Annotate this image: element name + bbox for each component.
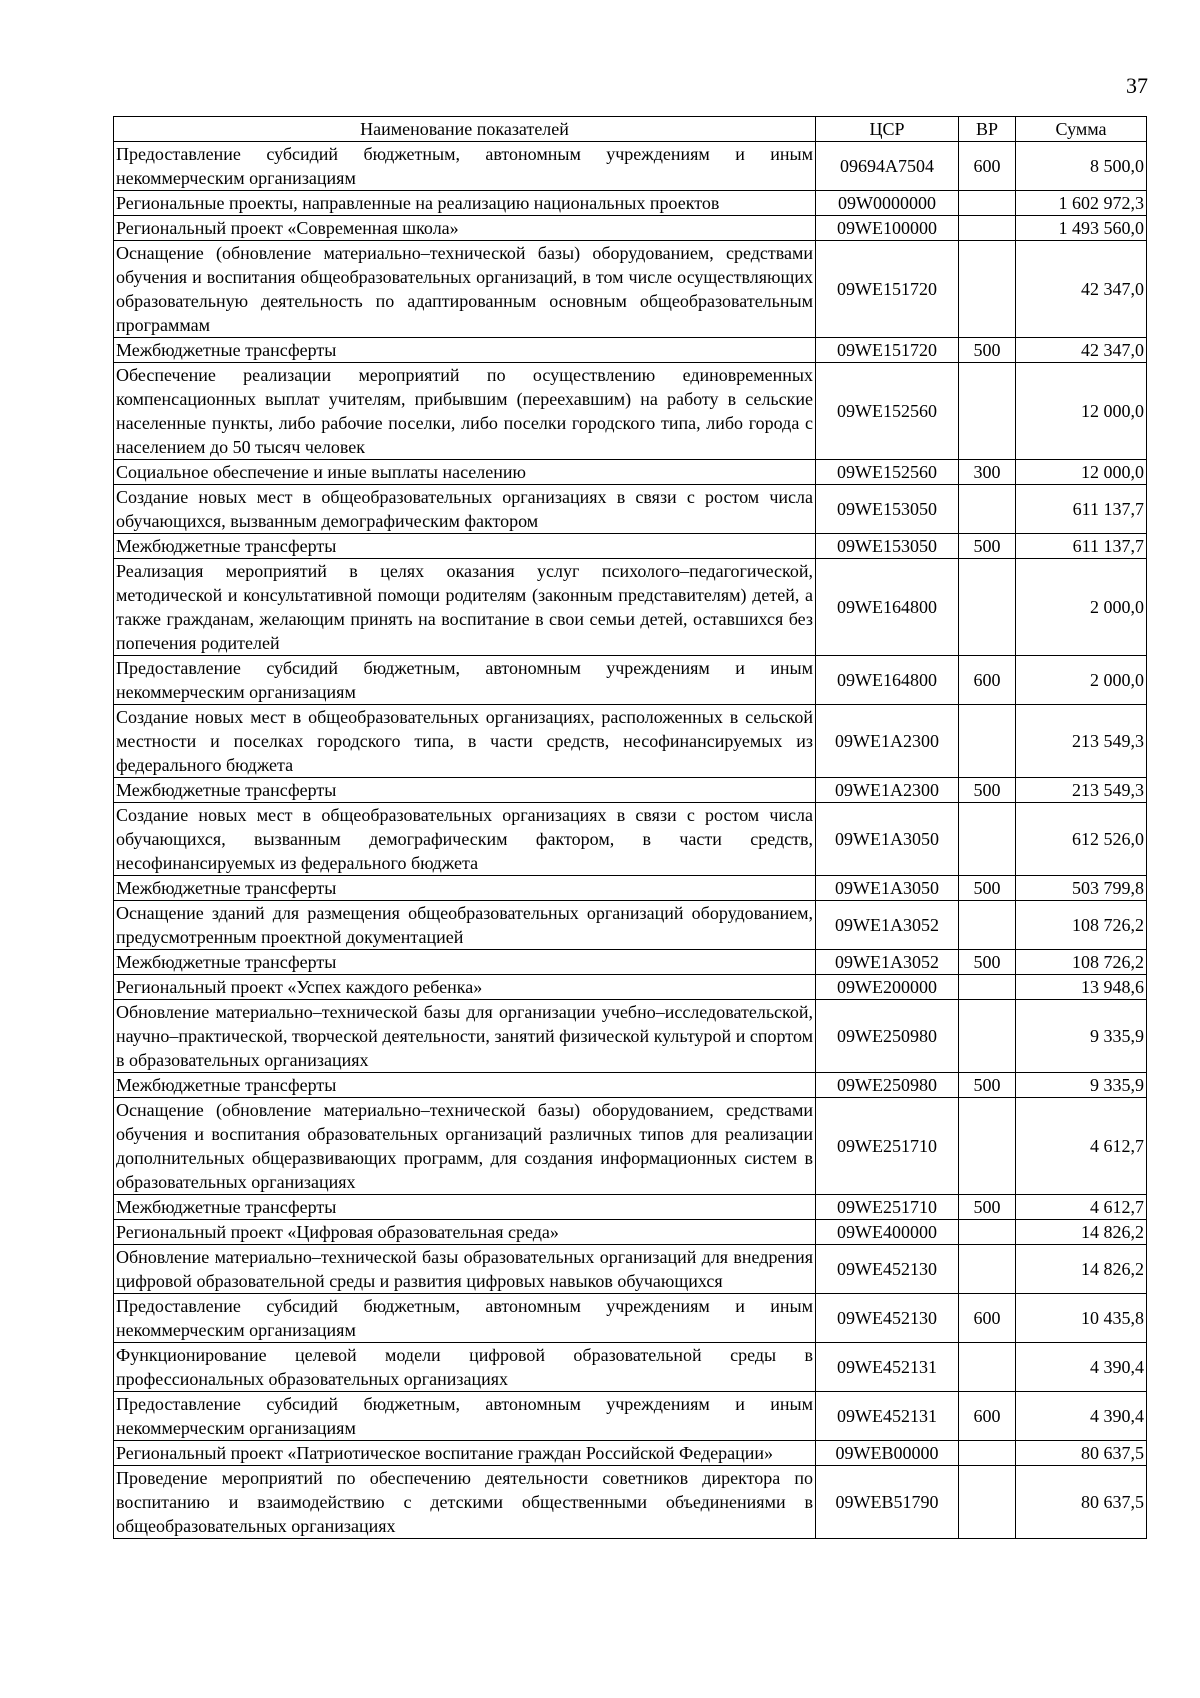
cell-code: 09WЕ152560 [816, 460, 959, 485]
table-row [114, 534, 1147, 559]
cell-vr: 500 [959, 778, 1016, 803]
cell-vr: 500 [959, 950, 1016, 975]
table-row [114, 950, 1147, 975]
cell-code: 09WЕ1А3050 [816, 803, 959, 876]
cell-vr: 600 [959, 1392, 1016, 1441]
cell-sum: 4 612,7 [1016, 1098, 1147, 1195]
cell-name: Функционирование целевой модели цифровой образовательной среды в профессиональных образовательных организациях [114, 1343, 816, 1392]
cell-name: Предоставление субсидий бюджетным, автономным учреждениям и иным некоммерческим организациям [114, 1294, 816, 1343]
cell-vr [959, 191, 1016, 216]
cell-sum: 1 602 972,3 [1016, 191, 1147, 216]
cell-code: 09WЕ200000 [816, 975, 959, 1000]
cell-name: Межбюджетные трансферты [114, 1073, 816, 1098]
cell-name: Создание новых мест в общеобразовательных организациях в связи с ростом числа обучающихся, вызванным демографическим фактором, в части средств, несофинансируемых из федерального бюджета [114, 803, 816, 876]
cell-name: Межбюджетные трансферты [114, 534, 816, 559]
table-row [114, 975, 1147, 1000]
cell-code: 09WЕ400000 [816, 1220, 959, 1245]
table-row [114, 142, 1147, 191]
cell-sum: 80 637,5 [1016, 1441, 1147, 1466]
table-row [114, 1294, 1147, 1343]
cell-sum: 612 526,0 [1016, 803, 1147, 876]
table-row [114, 485, 1147, 534]
cell-vr [959, 1245, 1016, 1294]
cell-name: Региональный проект «Современная школа» [114, 216, 816, 241]
cell-vr: 500 [959, 534, 1016, 559]
cell-name: Региональные проекты, направленные на реализацию национальных проектов [114, 191, 816, 216]
cell-vr [959, 1343, 1016, 1392]
table-row [114, 656, 1147, 705]
cell-vr [959, 1441, 1016, 1466]
cell-name: Оснащение зданий для размещения общеобразовательных организаций оборудованием, предусмотренным проектной документацией [114, 901, 816, 950]
cell-sum: 14 826,2 [1016, 1220, 1147, 1245]
cell-sum: 80 637,5 [1016, 1466, 1147, 1539]
cell-code: 09WЕ164800 [816, 559, 959, 656]
cell-sum: 9 335,9 [1016, 1073, 1147, 1098]
cell-sum: 1 493 560,0 [1016, 216, 1147, 241]
cell-name: Региональный проект «Успех каждого ребенка» [114, 975, 816, 1000]
cell-code: 09WЕ1А3052 [816, 901, 959, 950]
cell-sum: 12 000,0 [1016, 460, 1147, 485]
header-vr: ВР [959, 117, 1016, 142]
cell-sum: 13 948,6 [1016, 975, 1147, 1000]
budget-table [113, 116, 1147, 1539]
cell-code: 09WЕ250980 [816, 1000, 959, 1073]
cell-name: Предоставление субсидий бюджетным, автономным учреждениям и иным некоммерческим организациям [114, 1392, 816, 1441]
cell-code: 09WЕ153050 [816, 534, 959, 559]
table-row [114, 705, 1147, 778]
cell-name: Межбюджетные трансферты [114, 950, 816, 975]
cell-name: Обновление материально–технической базы образовательных организаций для внедрения цифровой образовательной среды и развития цифровых навыков обучающихся [114, 1245, 816, 1294]
cell-code: 09WЕ251710 [816, 1195, 959, 1220]
header-code: ЦСР [816, 117, 959, 142]
cell-name: Межбюджетные трансферты [114, 338, 816, 363]
cell-vr: 500 [959, 1195, 1016, 1220]
cell-name: Региональный проект «Патриотическое воспитание граждан Российской Федерации» [114, 1441, 816, 1466]
header-sum: Сумма [1016, 117, 1147, 142]
table-row [114, 191, 1147, 216]
cell-sum: 42 347,0 [1016, 338, 1147, 363]
table-row [114, 1098, 1147, 1195]
cell-sum: 8 500,0 [1016, 142, 1147, 191]
cell-code: 09WЕ251710 [816, 1098, 959, 1195]
table-row [114, 1343, 1147, 1392]
cell-sum: 611 137,7 [1016, 534, 1147, 559]
cell-sum: 213 549,3 [1016, 778, 1147, 803]
cell-name: Предоставление субсидий бюджетным, автономным учреждениям и иным некоммерческим организациям [114, 656, 816, 705]
cell-sum: 2 000,0 [1016, 559, 1147, 656]
cell-vr [959, 216, 1016, 241]
cell-code: 09WЕ250980 [816, 1073, 959, 1098]
table-row [114, 803, 1147, 876]
cell-code: 09WЕ100000 [816, 216, 959, 241]
cell-vr: 600 [959, 142, 1016, 191]
cell-code: 09WЕ164800 [816, 656, 959, 705]
cell-vr [959, 363, 1016, 460]
cell-vr: 600 [959, 656, 1016, 705]
cell-vr [959, 241, 1016, 338]
cell-code: 09WЕВ51790 [816, 1466, 959, 1539]
cell-name: Предоставление субсидий бюджетным, автономным учреждениям и иным некоммерческим организациям [114, 142, 816, 191]
cell-vr: 500 [959, 876, 1016, 901]
cell-vr [959, 901, 1016, 950]
table-row [114, 460, 1147, 485]
cell-name: Оснащение (обновление материально–технической базы) оборудованием, средствами обучения и воспитания образовательных организаций различных типов для реализации дополнительных общеразвивающих программ, для создания информационных систем в образовательных организациях [114, 1098, 816, 1195]
table-row [114, 876, 1147, 901]
cell-sum: 2 000,0 [1016, 656, 1147, 705]
table-row [114, 338, 1147, 363]
cell-code: 09WЕ1А2300 [816, 778, 959, 803]
cell-code: 09WЕ452130 [816, 1245, 959, 1294]
cell-code: 09WЕ153050 [816, 485, 959, 534]
table-row [114, 1466, 1147, 1539]
cell-vr: 500 [959, 338, 1016, 363]
table-row [114, 1392, 1147, 1441]
cell-vr: 500 [959, 1073, 1016, 1098]
cell-name: Обеспечение реализации мероприятий по осуществлению единовременных компенсационных выплат учителям, прибывшим (переехавшим) на работу в сельские населенные пункты, либо рабочие поселки, либо поселки городского типа, либо города с населением до 50 тысяч человек [114, 363, 816, 460]
cell-name: Региональный проект «Цифровая образовательная среда» [114, 1220, 816, 1245]
cell-sum: 611 137,7 [1016, 485, 1147, 534]
cell-sum: 503 799,8 [1016, 876, 1147, 901]
table-row [114, 778, 1147, 803]
cell-code: 09W0000000 [816, 191, 959, 216]
cell-sum: 4 390,4 [1016, 1343, 1147, 1392]
cell-code: 09WЕ452130 [816, 1294, 959, 1343]
table-row [114, 241, 1147, 338]
table-body [114, 142, 1147, 1539]
cell-vr: 600 [959, 1294, 1016, 1343]
cell-sum: 10 435,8 [1016, 1294, 1147, 1343]
table-row [114, 1073, 1147, 1098]
cell-name: Социальное обеспечение и иные выплаты населению [114, 460, 816, 485]
cell-vr [959, 705, 1016, 778]
table-header-row [114, 117, 1147, 142]
cell-code: 09694А7504 [816, 142, 959, 191]
cell-name: Создание новых мест в общеобразовательных организациях в связи с ростом числа обучающихся, вызванным демографическим фактором [114, 485, 816, 534]
cell-sum: 213 549,3 [1016, 705, 1147, 778]
table-row [114, 559, 1147, 656]
cell-vr [959, 1098, 1016, 1195]
cell-sum: 9 335,9 [1016, 1000, 1147, 1073]
cell-vr [959, 559, 1016, 656]
cell-code: 09WЕ151720 [816, 241, 959, 338]
table-row [114, 1245, 1147, 1294]
cell-name: Проведение мероприятий по обеспечению деятельности советников директора по воспитанию и взаимодействию с детскими общественными объединениями в общеобразовательных организациях [114, 1466, 816, 1539]
cell-sum: 108 726,2 [1016, 901, 1147, 950]
cell-code: 09WЕ1А2300 [816, 705, 959, 778]
cell-code: 09WЕ152560 [816, 363, 959, 460]
cell-vr: 300 [959, 460, 1016, 485]
table-row [114, 1441, 1147, 1466]
cell-vr [959, 1220, 1016, 1245]
cell-sum: 42 347,0 [1016, 241, 1147, 338]
table-row [114, 1000, 1147, 1073]
cell-vr [959, 1466, 1016, 1539]
cell-name: Создание новых мест в общеобразовательных организациях, расположенных в сельской местности и поселках городского типа, в части средств, несофинансируемых из федерального бюджета [114, 705, 816, 778]
cell-name: Межбюджетные трансферты [114, 1195, 816, 1220]
cell-code: 09WЕ1А3052 [816, 950, 959, 975]
cell-code: 09WЕ151720 [816, 338, 959, 363]
cell-name: Межбюджетные трансферты [114, 876, 816, 901]
cell-vr [959, 485, 1016, 534]
cell-code: 09WЕВ00000 [816, 1441, 959, 1466]
table-row [114, 216, 1147, 241]
cell-code: 09WЕ1А3050 [816, 876, 959, 901]
page-number: 37 [1126, 73, 1148, 98]
cell-sum: 4 390,4 [1016, 1392, 1147, 1441]
cell-vr [959, 803, 1016, 876]
table-row [114, 363, 1147, 460]
cell-sum: 108 726,2 [1016, 950, 1147, 975]
table-row [114, 901, 1147, 950]
cell-name: Оснащение (обновление материально–технической базы) оборудованием, средствами обучения и воспитания общеобразовательных организаций, в том числе осуществляющих образовательную деятельность по адаптированным основным общеобразовательным программам [114, 241, 816, 338]
cell-code: 09WЕ452131 [816, 1343, 959, 1392]
header-name: Наименование показателей [114, 117, 816, 142]
table-row [114, 1220, 1147, 1245]
cell-sum: 14 826,2 [1016, 1245, 1147, 1294]
cell-sum: 12 000,0 [1016, 363, 1147, 460]
cell-name: Реализация мероприятий в целях оказания услуг психолого–педагогической, методической и консультативной помощи родителям (законным представителям) детей, а также гражданам, желающим принять на воспитание в свои семьи детей, оставшихся без попечения родителей [114, 559, 816, 656]
cell-name: Обновление материально–технической базы для организации учебно–исследовательской, научно–практической, творческой деятельности, занятий физической культурой и спортом в образовательных организациях [114, 1000, 816, 1073]
cell-name: Межбюджетные трансферты [114, 778, 816, 803]
table-row [114, 1195, 1147, 1220]
cell-vr [959, 1000, 1016, 1073]
cell-sum: 4 612,7 [1016, 1195, 1147, 1220]
cell-code: 09WЕ452131 [816, 1392, 959, 1441]
cell-vr [959, 975, 1016, 1000]
